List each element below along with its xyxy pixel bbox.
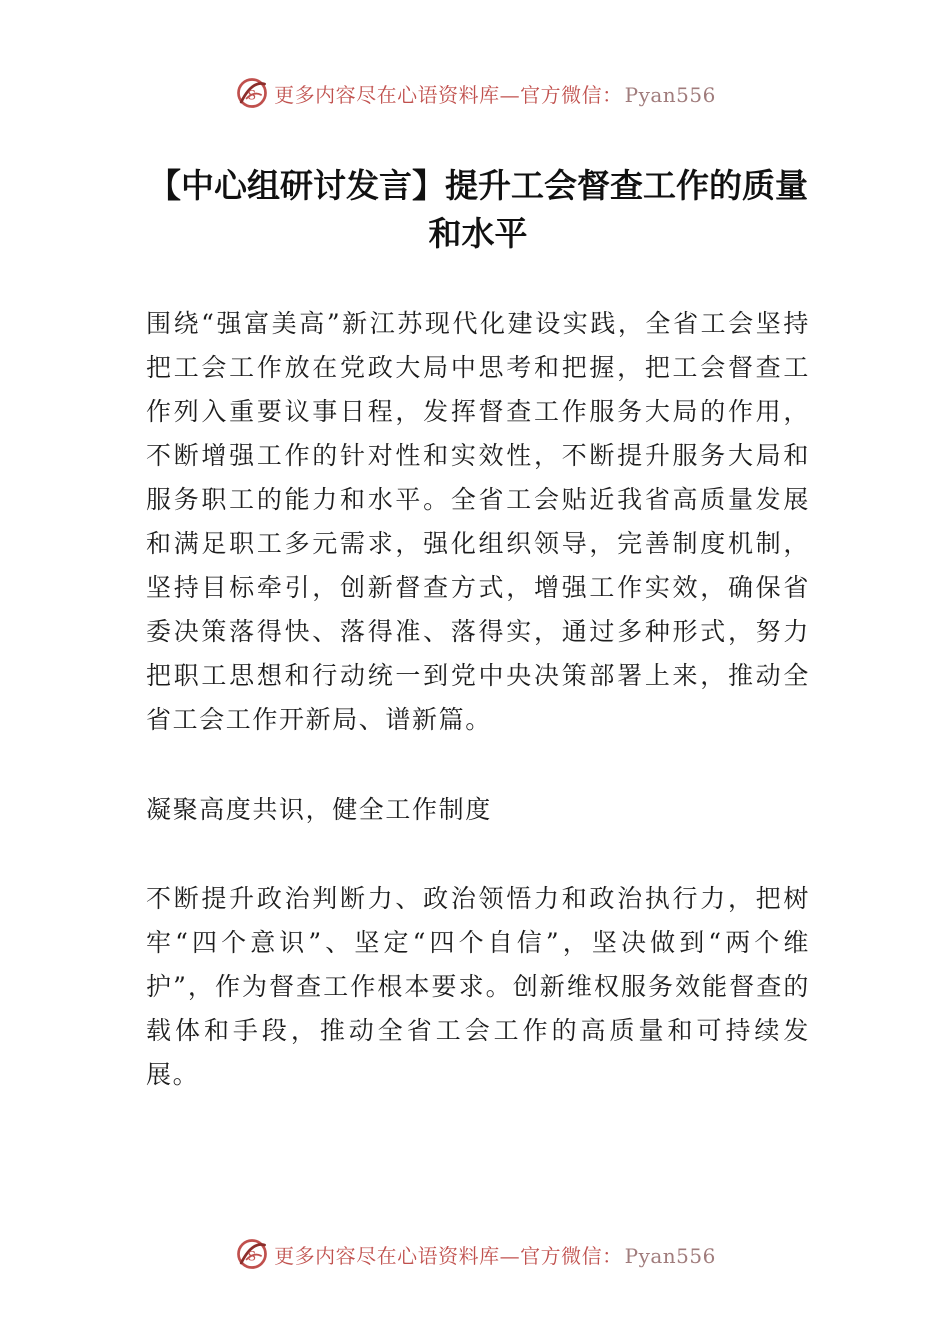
header-watermark-banner (0, 71, 950, 115)
paragraph-intro: 围绕“强富美高”新江苏现代化建设实践，全省工会坚持把工会工作放在党政大局中思考和把握，把工会督查工作列入重要议事日程，发挥督查工作服务大局的作用，不断增强工作的针对性和实效性，不断提升服务大局和服务职工的能力和水平。全省工会贴近我省高质量发展和满足职工多元需求，强化组织领导，完善制度机制，坚持目标牵引，创新督查方式，增强工作实效，确保省委决策落得快、落得准、落得实，通过多种形式，努力把职工思想和行动统一到党中央决策部署上来，推动全省工会工作开新局、谱新篇。 (146, 309, 810, 734)
paragraph-section-body: 不断提升政治判断力、政治领悟力和政治执行力，把树牢“四个意识”、坚定“四个自信”，坚决做到“两个维护”，作为督查工作根本要求。创新维权服务效能督查的载体和手段，推动全省工会工作的高质量和可持续发展。 (146, 884, 810, 1089)
svg-text:S: S (247, 87, 257, 103)
brand-logo-icon (234, 75, 270, 111)
section-heading: 凝聚高度共识，健全工作制度 (146, 795, 492, 824)
brand-logo-icon (234, 1236, 270, 1272)
document-title: 【中心组研讨发言】提升工会督查工作的质量和水平 (148, 166, 808, 253)
watermark-text: 更多内容尽在心语资料库—官方微信： Pyan556 (274, 1243, 716, 1268)
footer-watermark-banner (0, 1232, 950, 1276)
wechat-id: Pyan556 (624, 1243, 716, 1268)
svg-text:S: S (247, 1248, 257, 1264)
wechat-id: Pyan556 (624, 82, 716, 107)
watermark-text: 更多内容尽在心语资料库—官方微信： Pyan556 (274, 82, 716, 107)
